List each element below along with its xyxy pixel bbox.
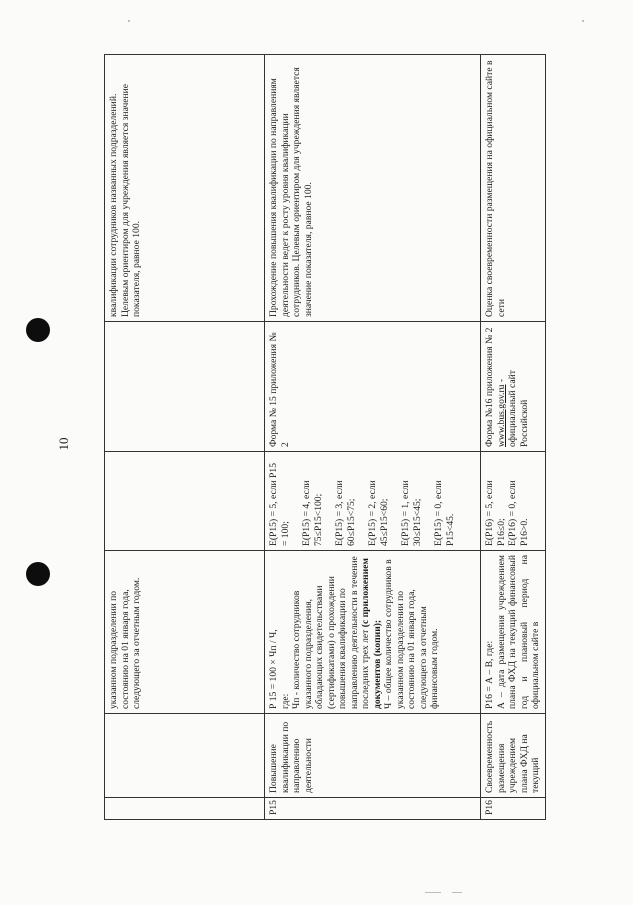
score-line: Е(Р16) = 0, если Р16>0. [507,480,530,546]
scan-speck [425,892,441,893]
page-number: 10 [56,437,71,451]
score-line: Е(Р15) = 0, если Р15<45. [433,480,456,546]
indicator-cell [105,714,265,798]
table-row [265,55,481,820]
scores-cell [105,452,265,551]
source-form: Форма №16 приложения № 2 [484,327,495,447]
scores-cell [265,452,481,551]
binder-hole-top [26,318,50,342]
formula-where: где: [279,693,291,709]
scan-speck [452,892,462,893]
scan-speck [128,20,130,22]
score-line: Е(Р15) = 5, если Р15 = 100; [268,463,291,546]
score-line: Е(Р15) = 3, если 60≤Р15<75; [334,480,357,546]
criteria-table [104,54,546,820]
source-cell: Форма № 15 приложения № 2 [265,322,481,452]
scores-cell [481,452,546,551]
note-cell: квалификации сотрудников названных подразделений. Целевым ориентиром для учреждения является значение показателя, равное 100. [105,55,265,322]
formula-cell [265,551,481,714]
scan-speck [582,20,584,22]
formula-expression: Р 15 = 100 × Чп / Ч, [268,629,279,709]
row-number-cell: Р16 [481,798,546,820]
formula-expression: Р16 = А – В, где: [484,640,495,709]
score-line: Е(Р16) = 5, если Р16≤0; [484,480,507,546]
score-line: Е(Р15) = 1, если 30≤Р15<45; [400,480,423,546]
source-cell [481,322,546,452]
source-site: - официальный сайт Российской [495,370,530,447]
score-line: Е(Р15) = 4, если 75≤Р15<100; [301,480,324,546]
score-line: Е(Р15) = 2, если 45≤Р15<60; [367,480,390,546]
table-row [105,55,265,820]
note-cell: Прохождение повышения квалификации по направлениям деятельности ведет к росту уровня квалификации сотрудников. Целевым ориентиром для учреждения является значение показателя, равное 100. [265,55,481,322]
rotated-document [104,55,541,820]
formula-definition: Чп - количество сотрудников указанного подразделения, обладающих свидетельствами (сертификатами) о прохождении повышения квалификации по направлению деятельности в течение последних трех лет [291,556,371,709]
row-number-cell [105,798,265,820]
source-link: www.bus.gov.ru [495,384,507,447]
formula-definition: А – дата размещения учреждением плана ФХД на текущий финансовый год и плановый период на официальном сайте в [495,555,541,709]
formula-definition-end: ; [371,619,383,624]
formula-cell [481,551,546,714]
table-row [481,55,546,820]
formula-cell: указанном подразделении по состоянию на 01 января года, следующего за отчетным годом. [105,551,265,714]
formula-definition-total: Ч – общее количество сотрудников в указанном подразделении по состоянию на 01 января года, следующего за отчетным финансовым годом. [383,559,440,709]
indicator-cell: Повышение квалификации по направлению деятельности [265,714,481,798]
document-table-frame [104,55,541,820]
formula-definition-bold: (с приложением документов (копии) [360,558,383,709]
note-cell: Оценка своевременности размещения на официальном сайте в сети [481,55,546,322]
row-number-cell: Р15 [265,798,481,820]
indicator-cell: Своевременность размещения учреждением плана ФХД на текущий [481,714,546,798]
source-cell [105,322,265,452]
binder-hole-bottom [26,562,50,586]
